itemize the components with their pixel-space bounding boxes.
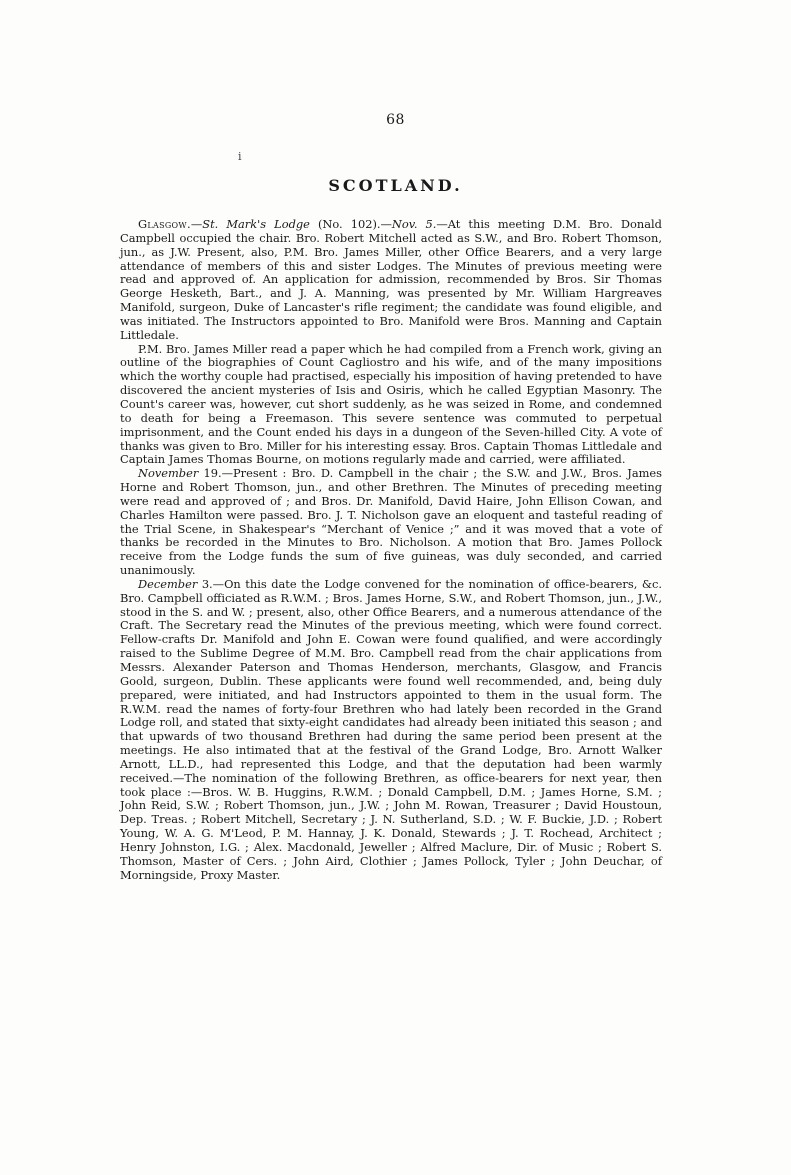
paragraph-text: P.M. Bro. James Miller read a paper which he had compiled from a French work, giving an outline of the biographies of Count Cagliostro and his wife, and of the many impositions which the worthy couple had practised, especially his imposition of having pretended to have discovered the ancient mysteries of Isis and Osiris, which he called Egyptian Masonry. The Count's career was, however, cut short suddenly, as he was seized in Rome, and condemned to death for being a Freemason. This severe sentence was commuted to perpetual imprisonment, and the Count ended his days in a dungeon of the Seven-hilled City. A vote of thanks was given to Bro. Miller for his interesting essay. Bros. Captain Thomas Littledale and Captain James Thomas Bourne, on motions regularly made and carried, were affiliated. xyxy=(120,341,662,467)
paragraph-text: —At this meeting D.M. Bro. Donald Campbell occupied the chair. Bro. Robert Mitchell acted as S.W., and Bro. Robert Thomson, jun., as J.W. Present, also, P.M. Bro. James Miller, other Office Bearers, and a very large attendance of members of this and sister Lodges. The Minutes of previous meeting were read and approved of. An application for admission, recommended by Bros. Sir Thomas George Hesketh, Bart., and J. A. Manning, was presented by Mr. William Hargreaves Manifold, surgeon, Duke of Lancaster's rifle regiment; the candidate was found eligible, and was initiated. The Instructors appointed to Bro. Manifold were Bros. Manning and Captain Littledale. xyxy=(120,217,662,342)
lodge-name: St. Mark's Lodge xyxy=(202,217,310,231)
page-number: 68 xyxy=(386,112,405,128)
dash: — xyxy=(190,217,203,231)
place-name: Glasgow. xyxy=(138,217,191,231)
paragraph-text: 19.—Present : Bro. D. Campbell in the chair ; the S.W. and J.W., Bros. James Horne and Robert Thomson, jun., and other Brethren. The Minutes of preceding meeting were read and approved of ; and Bros. Dr. Manifold, David Haire, John Ellison Cowan, and Charles Hamilton were passed. Bro. J. T. Nicholson gave an eloquent and tasteful reading of the Trial Scene, in Shakespear's “Merchant of Venice ;” and it was moved that a vote of thanks be recorded in the Minutes to Bro. Nicholson. A motion that Bro. James Pollock receive from the Lodge funds the sum of five guineas, was duly seconded, and carried unanimously. xyxy=(120,466,662,578)
stray-mark: i xyxy=(238,150,242,163)
paragraph-text: 3.—On this date the Lodge convened for the nomination of office-bearers, &c. Bro. Campbell officiated as R.W.M. ; Bros. James Horne, S.W., and Robert Thomson, jun., J.W., stood in the S. and W. ; present, also, other Office Bearers, and a numerous attendance of the Craft. The Secretary read the Minutes of the previous meeting, which were found correct. Fellow-crafts Dr. Manifold and John E. Cowan were found qualified, and were accordingly raised to the Sublime Degree of M.M. Bro. Campbell read from the chair applications from Messrs. Alexander Paterson and Thomas Henderson, merchants, Glasgow, and Francis Goold, surgeon, Dublin. These applicants were found well recommended, and, being duly prepared, were initiated, and had Instructors appointed to them in the usual form. The R.W.M. read the names of forty-four Brethren who had lately been recorded in the Grand Lodge roll, and stated that sixty-eight candidates had already been initiated this season ; and that upwards of two thousand Brethren had during the same period been present at the meetings. He also intimated that at the festival of the Grand Lodge, Bro. Arnott Walker Arnott, LL.D., had represented this Lodge, and that the deputation had been warmly received.—The nomination of the following Brethren, as office-bearers for next year, then took place :—Bros. W. B. Huggins, R.W.M. ; Donald Campbell, D.M. ; James Horne, S.M. ; John Reid, S.W. ; Robert Thomson, jun., J.W. ; John M. Rowan, Treasurer ; David Houstoun, Dep. Treas. ; Robert Mitchell, Secretary ; J. N. Sutherland, S.D. ; W. F. Buckie, J.D. ; Robert Young, W. A. G. M'Leod, P. M. Hannay, J. K. Donald, Stewards ; J. T. Rochead, Architect ; Henry Johnston, I.G. ; Alex. Macdonald, Jeweller ; Alfred Maclure, Dir. of Music ; Robert S. Thomson, Master of Cers. ; John Aird, Clothier ; James Pollock, Tyler ; John Deuchar, of Morningside, Proxy Master. xyxy=(120,576,662,882)
paragraph-november-19 xyxy=(120,467,662,578)
meeting-date: December xyxy=(138,576,198,591)
meeting-date: November xyxy=(138,466,199,481)
meeting-date: Nov. 5. xyxy=(391,217,437,231)
lodge-number: (No. 102).— xyxy=(309,217,392,231)
section-title: SCOTLAND. xyxy=(328,176,463,195)
paragraph-december-3 xyxy=(120,578,662,883)
article-body xyxy=(120,218,662,883)
paragraph-cagliostro-paper xyxy=(120,343,662,468)
paragraph-st-marks-nov-5 xyxy=(120,218,662,343)
